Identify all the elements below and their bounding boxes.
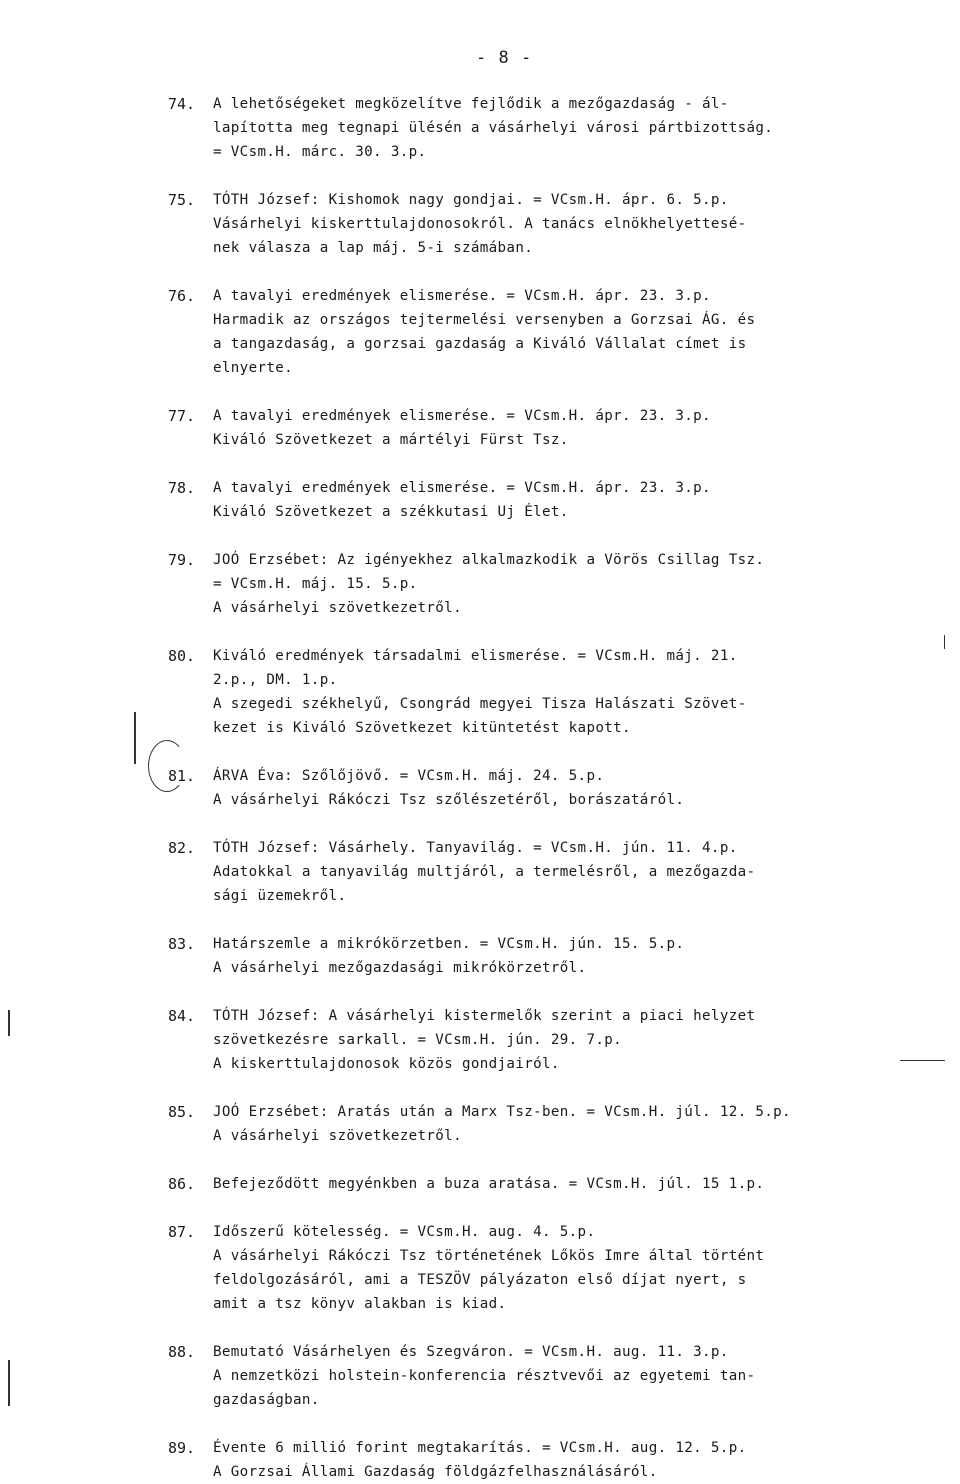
bibliography-entry	[168, 284, 928, 380]
entry-text-line: Vásárhelyi kiskerttulajdonosokról. A tanács elnökhelyettesé-	[213, 216, 747, 232]
entry-text-line: Befejeződött megyénkben a buza aratása. = VCsm.H. júl. 15 1.p.	[213, 1176, 765, 1192]
scan-mark	[944, 635, 945, 649]
entry-number: 83.	[168, 935, 196, 953]
entry-text-line: Időszerű kötelesség. = VCsm.H. aug. 4. 5.p.	[213, 1224, 596, 1240]
entry-text-line: Bemutató Vásárhelyen és Szegváron. = VCsm.H. aug. 11. 3.p.	[213, 1344, 729, 1360]
entry-text-line: A vásárhelyi Rákóczi Tsz szőlészetéről, borászatáról.	[213, 792, 685, 808]
entry-text-line: Kiváló Szövetkezet a mártélyi Fürst Tsz.	[213, 432, 569, 448]
entry-gap	[168, 164, 928, 188]
entry-number: 89.	[168, 1439, 196, 1457]
entry-text-line: = VCsm.H. máj. 15. 5.p.	[213, 576, 418, 592]
entry-gap	[168, 980, 928, 1004]
bibliography-entry	[168, 476, 928, 524]
entry-text-line: A tavalyi eredmények elismerése. = VCsm.H. ápr. 23. 3.p.	[213, 288, 711, 304]
bibliography-entry	[168, 1100, 928, 1148]
entry-number: 75.	[168, 191, 196, 209]
entry-text-line: lapította meg tegnapi ülésén a vásárhelyi városi pártbizottság.	[213, 120, 774, 136]
bibliography-entry	[168, 1436, 928, 1484]
bibliography-entry	[168, 1340, 928, 1412]
entry-number: 78.	[168, 479, 196, 497]
entry-gap	[168, 1148, 928, 1172]
entry-text-line: a tangazdaság, a gorzsai gazdaság a Kiváló Vállalat címet is	[213, 336, 747, 352]
entry-text-line: 2.p., DM. 1.p.	[213, 672, 338, 688]
bibliography-entry	[168, 548, 928, 620]
entry-gap	[168, 740, 928, 764]
entry-text-line: feldolgozásáról, ami a TESZÖV pályázaton első díjat nyert, s	[213, 1272, 747, 1288]
entry-text-line: = VCsm.H. márc. 30. 3.p.	[213, 144, 427, 160]
entry-text-line: Kiváló eredmények társadalmi elismerése. = VCsm.H. máj. 21.	[213, 648, 738, 664]
entry-gap	[168, 620, 928, 644]
scan-mark	[8, 1010, 10, 1036]
entry-gap	[168, 1076, 928, 1100]
entry-number: 81.	[168, 767, 196, 785]
entry-text-line: Kiváló Szövetkezet a székkutasi Uj Élet.	[213, 504, 569, 520]
entry-text-line: A vásárhelyi szövetkezetről.	[213, 1128, 462, 1144]
entry-number: 76.	[168, 287, 196, 305]
bibliography-entry	[168, 836, 928, 908]
entry-text-line: A kiskerttulajdonosok közös gondjairól.	[213, 1056, 560, 1072]
bibliography-entry	[168, 188, 928, 260]
entry-text-line: gazdaságban.	[213, 1392, 320, 1408]
page-number: - 8 -	[476, 48, 533, 68]
entry-text-line: A tavalyi eredmények elismerése. = VCsm.H. ápr. 23. 3.p.	[213, 408, 711, 424]
bibliography-entry	[168, 644, 928, 740]
entry-gap	[168, 452, 928, 476]
entry-gap	[168, 1316, 928, 1340]
entry-text-line: A vásárhelyi mezőgazdasági mikrókörzetről.	[213, 960, 587, 976]
entry-gap	[168, 812, 928, 836]
entry-text-line: A vásárhelyi Rákóczi Tsz történetének Lőkös Imre által történt	[213, 1248, 765, 1264]
bibliography-entry	[168, 932, 928, 980]
scan-mark	[8, 1360, 10, 1406]
bibliography-entry	[168, 1172, 928, 1196]
entry-text-line: szövetkezésre sarkall. = VCsm.H. jún. 29. 7.p.	[213, 1032, 623, 1048]
entry-number: 77.	[168, 407, 196, 425]
entry-text-line: TÓTH József: A vásárhelyi kistermelők szerint a piaci helyzet	[213, 1008, 756, 1024]
entry-text-line: nek válasza a lap máj. 5-i számában.	[213, 240, 534, 256]
entry-text-line: amit a tsz könyv alakban is kiad.	[213, 1296, 507, 1312]
entry-gap	[168, 1196, 928, 1220]
entry-number: 79.	[168, 551, 196, 569]
entry-text-line: Határszemle a mikrókörzetben. = VCsm.H. jún. 15. 5.p.	[213, 936, 685, 952]
bibliography-entry	[168, 92, 928, 164]
entry-number: 88.	[168, 1343, 196, 1361]
entry-text-line: TÓTH József: Vásárhely. Tanyavilág. = VCsm.H. jún. 11. 4.p.	[213, 840, 738, 856]
entry-number: 87.	[168, 1223, 196, 1241]
bibliography-entry	[168, 404, 928, 452]
entry-text-line: TÓTH József: Kishomok nagy gondjai. = VCsm.H. ápr. 6. 5.p.	[213, 192, 729, 208]
entry-text-line: A nemzetközi holstein-konferencia résztvevői az egyetemi tan-	[213, 1368, 756, 1384]
entry-number: 86.	[168, 1175, 196, 1193]
entry-text-line: elnyerte.	[213, 360, 294, 376]
entry-number: 82.	[168, 839, 196, 857]
bibliography-entry	[168, 1220, 928, 1316]
entry-gap	[168, 524, 928, 548]
entry-text-line: Harmadik az országos tejtermelési versenyben a Gorzsai ÁG. és	[213, 312, 756, 328]
entry-text-line: Adatokkal a tanyavilág multjáról, a termelésről, a mezőgazda-	[213, 864, 756, 880]
entry-text-line: JOÓ Erzsébet: Az igényekhez alkalmazkodik a Vörös Csillag Tsz.	[213, 552, 765, 568]
entry-text-line: A szegedi székhelyű, Csongrád megyei Tisza Halászati Szövet-	[213, 696, 747, 712]
entry-text-line: Évente 6 millió forint megtakarítás. = VCsm.H. aug. 12. 5.p.	[213, 1440, 747, 1456]
entry-text-line: ÁRVA Éva: Szőlőjövő. = VCsm.H. máj. 24. 5.p.	[213, 768, 605, 784]
entry-gap	[168, 908, 928, 932]
entry-text-line: A Gorzsai Állami Gazdaság földgázfelhasználásáról.	[213, 1464, 658, 1480]
entry-number: 85.	[168, 1103, 196, 1121]
entry-text-line: kezet is Kiváló Szövetkezet kitüntetést kapott.	[213, 720, 631, 736]
entry-number: 80.	[168, 647, 196, 665]
entry-list	[168, 92, 928, 1484]
entry-gap	[168, 260, 928, 284]
entry-number: 84.	[168, 1007, 196, 1025]
entry-text-line: sági üzemekről.	[213, 888, 347, 904]
entry-text-line: A tavalyi eredmények elismerése. = VCsm.H. ápr. 23. 3.p.	[213, 480, 711, 496]
entry-number: 74.	[168, 95, 196, 113]
entry-text-line: JOÓ Erzsébet: Aratás után a Marx Tsz-ben. = VCsm.H. júl. 12. 5.p.	[213, 1104, 791, 1120]
scan-mark	[134, 712, 136, 764]
entry-text-line: A lehetőségeket megközelítve fejlődik a mezőgazdaság - ál-	[213, 96, 729, 112]
entry-text-line: A vásárhelyi szövetkezetről.	[213, 600, 462, 616]
entry-gap	[168, 380, 928, 404]
entry-gap	[168, 1412, 928, 1436]
bibliography-entry	[168, 764, 928, 812]
bibliography-entry	[168, 1004, 928, 1076]
